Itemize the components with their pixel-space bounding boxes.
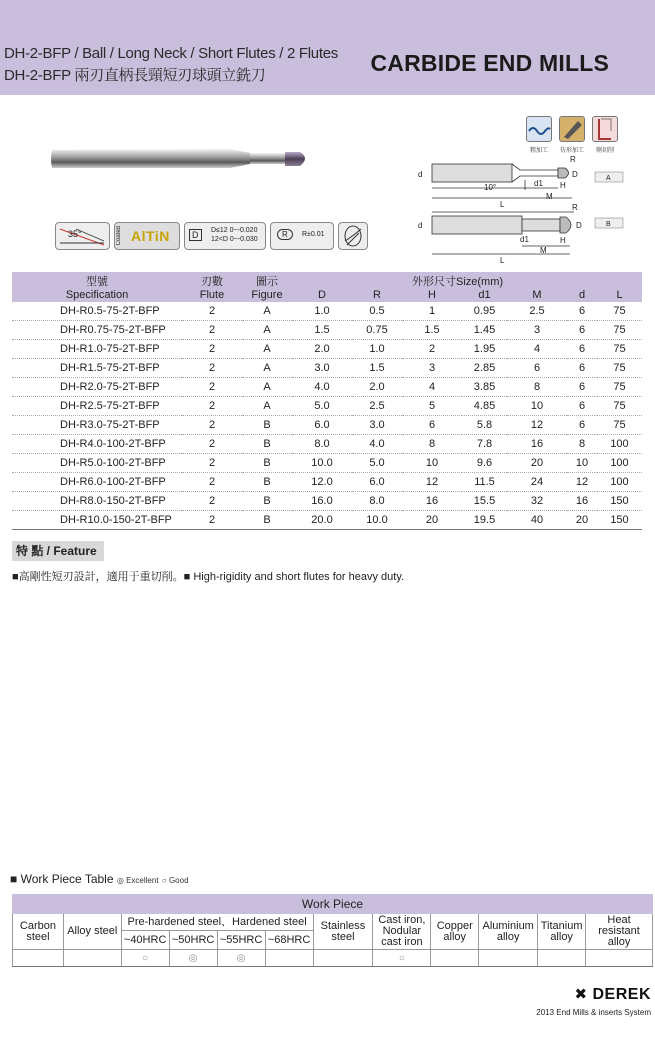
spec-value-cell: 4: [402, 378, 462, 397]
spec-value-cell: 2: [182, 397, 242, 416]
spec-code-cell: DH-R0.5-75-2T-BFP: [12, 302, 182, 321]
spec-value-cell: 1.95: [462, 340, 507, 359]
spec-value-cell: 2: [182, 473, 242, 492]
col-d1: d1: [478, 289, 491, 301]
table-row: [12, 492, 642, 511]
spec-value-cell: 3.0: [352, 416, 402, 435]
spec-value-cell: 150: [597, 511, 642, 530]
legend-good: ○ Good: [161, 876, 189, 885]
work-piece-header: Work Piece: [13, 895, 653, 914]
spec-value-cell: 20: [567, 511, 597, 530]
titanium-alloy: Titanium alloy: [538, 914, 586, 950]
table-row: [12, 511, 642, 530]
spec-value-cell: 2: [402, 340, 462, 359]
spec-value-cell: 100: [597, 435, 642, 454]
spec-value-cell: 2: [182, 359, 242, 378]
spec-value-cell: A: [242, 378, 292, 397]
spec-value-cell: 8: [567, 435, 597, 454]
hrc-68: ~68HRC: [265, 931, 313, 950]
specification-table: [12, 272, 642, 530]
spec-value-cell: 2: [182, 340, 242, 359]
spec-value-cell: 6: [567, 340, 597, 359]
spec-value-cell: 75: [597, 416, 642, 435]
spec-value-cell: 1: [402, 302, 462, 321]
spec-value-cell: 16: [402, 492, 462, 511]
spec-value-cell: 75: [597, 321, 642, 340]
hrc-40: ~40HRC: [121, 931, 169, 950]
spec-value-cell: 16: [507, 435, 567, 454]
spec-value-cell: 2: [182, 454, 242, 473]
figure-header: 圖示 Figure: [242, 272, 292, 302]
spec-value-cell: 6: [402, 416, 462, 435]
spec-value-cell: 4.0: [352, 435, 402, 454]
fig-b-M: M: [540, 246, 547, 255]
footer-text: 2013 End Mills & inserts System: [536, 1008, 651, 1017]
spec-value-cell: 6: [567, 416, 597, 435]
mark-aluminium: [479, 950, 538, 967]
fig-a-angle: 10°: [484, 183, 497, 192]
spec-value-cell: 2.0: [292, 340, 352, 359]
profiling-icon: [559, 116, 585, 142]
spec-value-cell: 75: [597, 397, 642, 416]
spec-value-cell: 2: [182, 321, 242, 340]
spec-value-cell: 8: [507, 378, 567, 397]
ball-nose-badge: [338, 222, 368, 250]
feature-tab: 特 點 / Feature: [12, 541, 104, 561]
mark-cast: ○: [373, 950, 431, 967]
spec-value-cell: 12: [507, 416, 567, 435]
spec-code-cell: DH-R1.5-75-2T-BFP: [12, 359, 182, 378]
table-row: [12, 473, 642, 492]
cast-iron: Cast iron, Nodular cast iron: [373, 914, 431, 950]
end-mill-photo: [50, 140, 310, 180]
spec-code-cell: DH-R5.0-100-2T-BFP: [12, 454, 182, 473]
spec-code-cell: DH-R10.0-150-2T-BFP: [12, 511, 182, 530]
spec-value-cell: 6: [567, 397, 597, 416]
roughing-label: 粗加工: [529, 148, 548, 154]
spec-value-cell: 3: [402, 359, 462, 378]
spec-code-cell: DH-R6.0-100-2T-BFP: [12, 473, 182, 492]
figure-b: [432, 212, 574, 254]
spec-value-cell: 150: [597, 492, 642, 511]
fig-b-d: d: [418, 221, 423, 230]
spec-code-cell: DH-R1.0-75-2T-BFP: [12, 340, 182, 359]
mark-alloy: [63, 950, 121, 967]
fig-a-H: H: [560, 181, 566, 190]
mark-hrc55: ◎: [217, 950, 265, 967]
spec-value-cell: 2: [182, 492, 242, 511]
spec-value-cell: 7.8: [462, 435, 507, 454]
spec-value-cell: 2: [182, 378, 242, 397]
hrc-50: ~50HRC: [169, 931, 217, 950]
spec-value-cell: 1.45: [462, 321, 507, 340]
spec-code-cell: DH-R2.5-75-2T-BFP: [12, 397, 182, 416]
flute-header: 刃數 Flute: [182, 272, 242, 302]
mark-copper: [431, 950, 479, 967]
size-header: 外形尺寸Size(mm) D R H d1 M d L: [292, 272, 642, 302]
spec-value-cell: 75: [597, 302, 642, 321]
profiling-label: 仿形加工: [559, 148, 584, 154]
spec-value-cell: 0.75: [352, 321, 402, 340]
aluminium-alloy: Aluminium alloy: [479, 914, 538, 950]
mark-titanium: [538, 950, 586, 967]
spec-table-body: [12, 302, 642, 530]
spec-value-cell: 40: [507, 511, 567, 530]
spec-value-cell: 1.5: [292, 321, 352, 340]
legend-excellent: ◎ Excellent: [116, 876, 159, 885]
table-row: [12, 302, 642, 321]
side-cutting-label: 側切削: [595, 148, 614, 154]
table-row: [12, 359, 642, 378]
spec-value-cell: A: [242, 397, 292, 416]
spec-value-cell: 2: [182, 416, 242, 435]
coating-badge: [114, 222, 180, 250]
tolerance-line1: D≤12 0~-0.020: [211, 227, 258, 234]
fig-b-D: D: [576, 221, 582, 230]
spec-value-cell: B: [242, 454, 292, 473]
alloy-steel: Alloy steel: [63, 914, 121, 950]
mark-hrc50: ◎: [169, 950, 217, 967]
spec-value-cell: 1.5: [402, 321, 462, 340]
hrc-55: ~55HRC: [217, 931, 265, 950]
mark-hrc68: [265, 950, 313, 967]
dimension-drawing: [400, 150, 640, 270]
spec-value-cell: A: [242, 302, 292, 321]
spec-value-cell: 12: [402, 473, 462, 492]
spec-value-cell: 20: [507, 454, 567, 473]
spec-value-cell: 1.5: [352, 359, 402, 378]
spec-value-cell: 3: [507, 321, 567, 340]
spec-value-cell: 2.5: [507, 302, 567, 321]
spec-value-cell: 6: [567, 321, 597, 340]
spec-value-cell: 6.0: [292, 416, 352, 435]
derek-logo: ✖ DEREK: [574, 986, 651, 1003]
work-piece-table: [12, 894, 653, 967]
spec-value-cell: 3.0: [292, 359, 352, 378]
spec-value-cell: 4.85: [462, 397, 507, 416]
spec-value-cell: A: [242, 359, 292, 378]
spec-value-cell: 12: [567, 473, 597, 492]
table-row: [12, 397, 642, 416]
fig-a-d: d: [418, 170, 423, 179]
spec-value-cell: B: [242, 416, 292, 435]
col-M: M: [532, 289, 542, 301]
feature-text: ■高剛性短刃設計，適用于重切削。■ High-rigidity and short flutes for heavy duty.: [12, 571, 405, 583]
spec-code-cell: DH-R4.0-100-2T-BFP: [12, 435, 182, 454]
spec-value-cell: 100: [597, 454, 642, 473]
header-band: [0, 0, 655, 95]
fig-b-R: R: [572, 203, 578, 212]
spec-value-cell: 5.0: [292, 397, 352, 416]
radius-tolerance-badge: [270, 222, 334, 250]
spec-value-cell: 0.95: [462, 302, 507, 321]
table-row: [12, 340, 642, 359]
coated-label: Coated: [116, 226, 122, 246]
derek-mark-icon: ✖: [574, 986, 588, 1003]
fig-a-d1: d1: [534, 179, 543, 188]
helix-angle-label: 35°: [68, 229, 82, 239]
spec-value-cell: 4: [507, 340, 567, 359]
tolerance-line2: 12<D 0~-0.030: [211, 236, 258, 243]
spec-value-cell: A: [242, 340, 292, 359]
spec-value-cell: 1.0: [352, 340, 402, 359]
spec-value-cell: B: [242, 435, 292, 454]
fig-b-d1: d1: [520, 235, 529, 244]
spec-value-cell: 0.5: [352, 302, 402, 321]
fig-a-M: M: [546, 192, 553, 201]
spec-value-cell: 19.5: [462, 511, 507, 530]
spec-value-cell: 1.0: [292, 302, 352, 321]
spec-value-cell: 2: [182, 435, 242, 454]
spec-value-cell: 75: [597, 378, 642, 397]
spec-value-cell: 2.5: [352, 397, 402, 416]
helix-angle-badge: [55, 222, 110, 250]
table-row: [12, 454, 642, 473]
spec-value-cell: 6: [567, 378, 597, 397]
fig-b-H: H: [560, 236, 566, 245]
coating-name: AlTiN: [131, 228, 170, 244]
spec-value-cell: 24: [507, 473, 567, 492]
spec-value-cell: 9.6: [462, 454, 507, 473]
model-line-en: DH-2-BFP / Ball / Long Neck / Short Flutes / 2 Flutes: [4, 45, 338, 62]
model-line-cn: DH-2-BFP 兩刃直柄長頸短刃球頭立銑刀: [4, 67, 266, 84]
spec-code-cell: DH-R0.75-75-2T-BFP: [12, 321, 182, 340]
spec-value-cell: 2: [182, 511, 242, 530]
spec-value-cell: 10: [507, 397, 567, 416]
spec-value-cell: 20: [402, 511, 462, 530]
spec-value-cell: 3.85: [462, 378, 507, 397]
spec-value-cell: 16: [567, 492, 597, 511]
heat-resistant-alloy: Heat resistant alloy: [586, 914, 653, 950]
col-R: R: [373, 289, 381, 301]
spec-value-cell: 8: [402, 435, 462, 454]
spec-value-cell: 11.5: [462, 473, 507, 492]
spec-value-cell: 10: [567, 454, 597, 473]
fig-a-R: R: [570, 155, 576, 164]
work-piece-title: ■ Work Piece Table ◎ Excellent ○ Good: [10, 872, 189, 886]
fig-a-tag: A: [606, 175, 611, 182]
carbon-steel: Carbon steel: [13, 914, 64, 950]
table-row: [12, 378, 642, 397]
spec-value-cell: 10: [402, 454, 462, 473]
ball-nose-icon: [339, 223, 367, 249]
table-row: [12, 416, 642, 435]
table-row: [12, 435, 642, 454]
spec-value-cell: 10.0: [292, 454, 352, 473]
col-L: L: [616, 289, 623, 301]
spec-value-cell: 2.85: [462, 359, 507, 378]
spec-value-cell: 6: [567, 302, 597, 321]
copper-alloy: Copper alloy: [431, 914, 479, 950]
mark-hrc40: ○: [121, 950, 169, 967]
stainless-steel: Stainless steel: [313, 914, 373, 950]
spec-value-cell: 20.0: [292, 511, 352, 530]
spec-header: 型號 Specification: [12, 272, 182, 302]
spec-value-cell: B: [242, 473, 292, 492]
fig-a-D: D: [572, 170, 578, 179]
radius-icon: R: [277, 229, 293, 240]
col-D: D: [318, 289, 326, 301]
side-cutting-icon: [592, 116, 618, 142]
col-d: d: [578, 289, 586, 301]
spec-value-cell: 75: [597, 359, 642, 378]
spec-value-cell: B: [242, 492, 292, 511]
spec-value-cell: 10.0: [352, 511, 402, 530]
spec-code-cell: DH-R3.0-75-2T-BFP: [12, 416, 182, 435]
fig-b-L: L: [500, 256, 505, 265]
table-row: [12, 321, 642, 340]
spec-value-cell: A: [242, 321, 292, 340]
spec-value-cell: 4.0: [292, 378, 352, 397]
fig-a-L: L: [500, 200, 505, 209]
spec-value-cell: 100: [597, 473, 642, 492]
fig-b-tag: B: [606, 221, 611, 228]
spec-value-cell: 8.0: [292, 435, 352, 454]
hardened-steel: Pre-hardened steel、Hardened steel: [121, 914, 313, 931]
page-title: CARBIDE END MILLS: [370, 50, 609, 76]
spec-value-cell: 12.0: [292, 473, 352, 492]
spec-value-cell: 8.0: [352, 492, 402, 511]
radius-tolerance-label: R±0.01: [302, 231, 325, 238]
mark-carbon: [13, 950, 64, 967]
spec-value-cell: 15.5: [462, 492, 507, 511]
spec-value-cell: 2.0: [352, 378, 402, 397]
spec-value-cell: 75: [597, 340, 642, 359]
spec-value-cell: 6: [507, 359, 567, 378]
diameter-icon: D: [189, 229, 202, 241]
col-H: H: [428, 289, 436, 301]
mark-heat: [586, 950, 653, 967]
spec-value-cell: 5.8: [462, 416, 507, 435]
spec-value-cell: 32: [507, 492, 567, 511]
spec-value-cell: 6: [567, 359, 597, 378]
mark-stainless: [313, 950, 373, 967]
suitability-row: [13, 950, 653, 967]
spec-value-cell: 5.0: [352, 454, 402, 473]
spec-value-cell: 6.0: [352, 473, 402, 492]
spec-value-cell: 16.0: [292, 492, 352, 511]
roughing-icon: [526, 116, 552, 142]
tolerance-badge: [184, 222, 266, 250]
spec-value-cell: 5: [402, 397, 462, 416]
spec-value-cell: B: [242, 511, 292, 530]
spec-code-cell: DH-R8.0-150-2T-BFP: [12, 492, 182, 511]
spec-value-cell: 2: [182, 302, 242, 321]
helix-icon: [56, 223, 109, 249]
spec-code-cell: DH-R2.0-75-2T-BFP: [12, 378, 182, 397]
